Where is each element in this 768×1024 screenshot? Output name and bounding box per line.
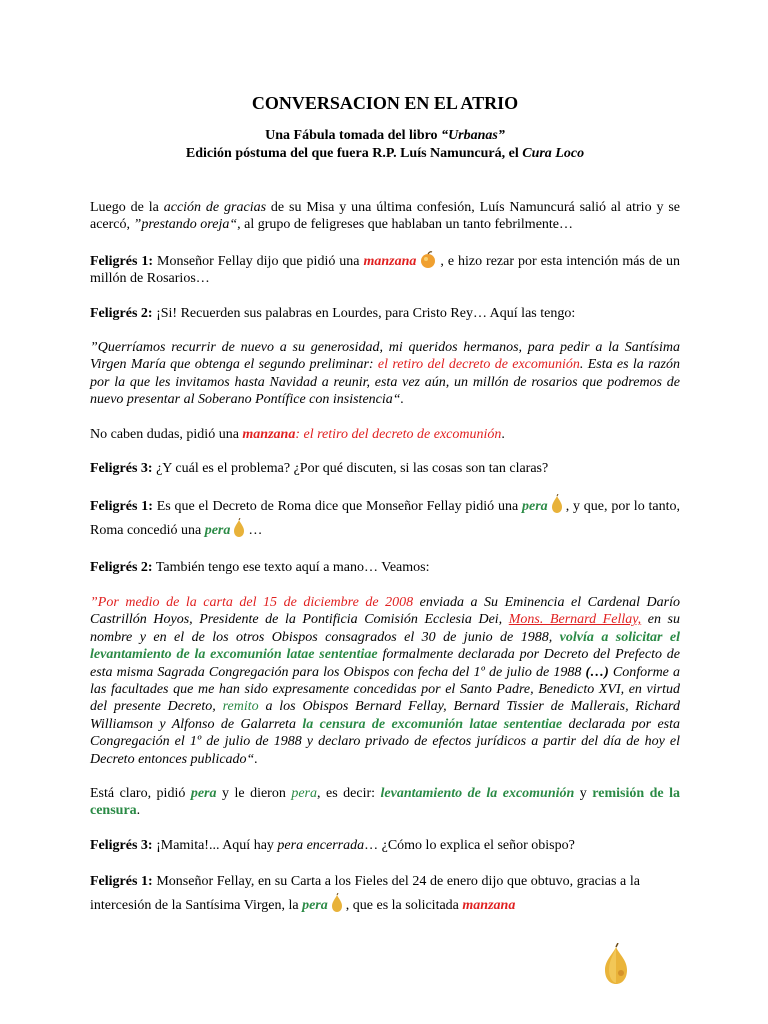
speaker-label: Feligrés 1: [90,253,154,269]
subtitle-book [90,127,680,145]
quote-lourdes: ”Querríamos recurrir de nuevo a su generosidad, mi queridos hermanos, para pedir a la Santísima Virgen María que obtenga el segundo preliminar: el retiro del decreto de excomunión. Esta es la razón por la que les invitamos hasta Navidad a reunir, esta vez aún, un millón de rosarios que podremos de nuevo presentar al Soberano Pontífice con insistencia“. [90,340,681,408]
subtitle-text: Una Fábula tomada del libro [265,128,442,143]
speaker-label: Feligrés 3: [90,837,153,853]
quote-decreto: ”Por medio de la carta del 15 de diciembre de 2008 enviada a Su Eminencia el Cardenal Darío Castrillón Hoyos, Presidente de la Pontificia Comisión Ecclesia Dei, Mons. Bernard Fellay, en su nombre y en el de los otros Obispos consagrados el 30 de junio de 1988, volvía a solicitar el levantamiento de la excomunión latae sententiae formalmente declarada por Decreto del Prefecto de esta misma Sagrada Congregación para los Obispos con fecha del 1º de julio de 1988 (…) Conforme a las facultades que me han sido expresamente concedidas por el Santo Padre, Benedicto XVI, en virtud del presente Decreto, remito a los Obispos Bernard Fellay, Bernard Tissier de Mallerais, Richard Williamson y Alfonso de Galarreta la censura de excomunión latae sententiae declarada por esta Congregación el 1º de julio de 1988 y declaro privado de efectos jurídicos a partir del día de hoy el Decreto entonces publicado“. [90,594,681,767]
speaker-label: Feligrés 2: [90,560,153,576]
paragraph-conclusion-1: No caben dudas, pidió una manzana: el retiro del decreto de excomunión. [90,426,505,442]
alias: Cura Loco [522,146,585,161]
paragraph-conclusion-2: Está claro, pidió pera y le dieron pera, es decir: levantamiento de la excomunión y remisión de la censura. [90,785,680,819]
subtitle-edition [90,145,680,163]
paragraph-feligres-2b: Feligrés 2: También tengo ese texto aquí a mano… Veamos: [90,560,430,576]
speaker-label: Feligrés 2: [90,305,153,321]
speaker-label: Feligrés 1: [90,874,153,890]
apple-icon [418,251,438,269]
paragraph-feligres-1: Feligrés 1: Monseñor Fellay dijo que pidió una manzana , e hizo rezar por esta intención más de un millón de Rosarios… [90,251,680,288]
subtitle-text: Edición póstuma del que fuera R.P. Luís Namuncurá, el [185,146,523,161]
large-pear-icon [601,943,631,985]
paragraph-feligres-3: Feligrés 3: ¿Y cuál es el problema? ¿Por qué discuten, si las cosas son tan claras? [90,461,549,477]
page-title: CONVERSACION EN EL ATRIO [251,93,519,113]
paragraph-feligres-2: Feligrés 2: ¡Si! Recuerden sus palabras en Lourdes, para Cristo Rey… Aquí las tengo: [90,305,576,321]
pear-icon [330,893,344,913]
intro-paragraph: Luego de la acción de gracias de su Misa y una última confesión, Luís Namuncurá salió al atrio y se acercó, ”prestando oreja“, al grupo de feligreses que hablaban un tanto febrilmente… [90,200,680,233]
speaker-label: Feligrés 1: [90,499,153,515]
pear-icon [550,494,564,514]
book-title: “Urbanas” [441,128,505,143]
paragraph-feligres-1b: Feligrés 1: Es que el Decreto de Roma dice que Monseñor Fellay pidió una pera , y que, por lo tanto, Roma concedió una pera … [90,494,680,542]
paragraph-feligres-1c: Feligrés 1: Monseñor Fellay, en su Carta a los Fieles del 24 de enero dijo que obtuvo, gracias a la intercesión de la Santísima Virgen, la pera , que es la solicitada manzana [90,874,641,914]
pear-icon [232,518,246,538]
paragraph-feligres-3b: Feligrés 3: ¡Mamita!... Aquí hay pera encerrada… ¿Cómo lo explica el señor obispo? [90,837,575,853]
speaker-label: Feligrés 3: [90,461,153,477]
